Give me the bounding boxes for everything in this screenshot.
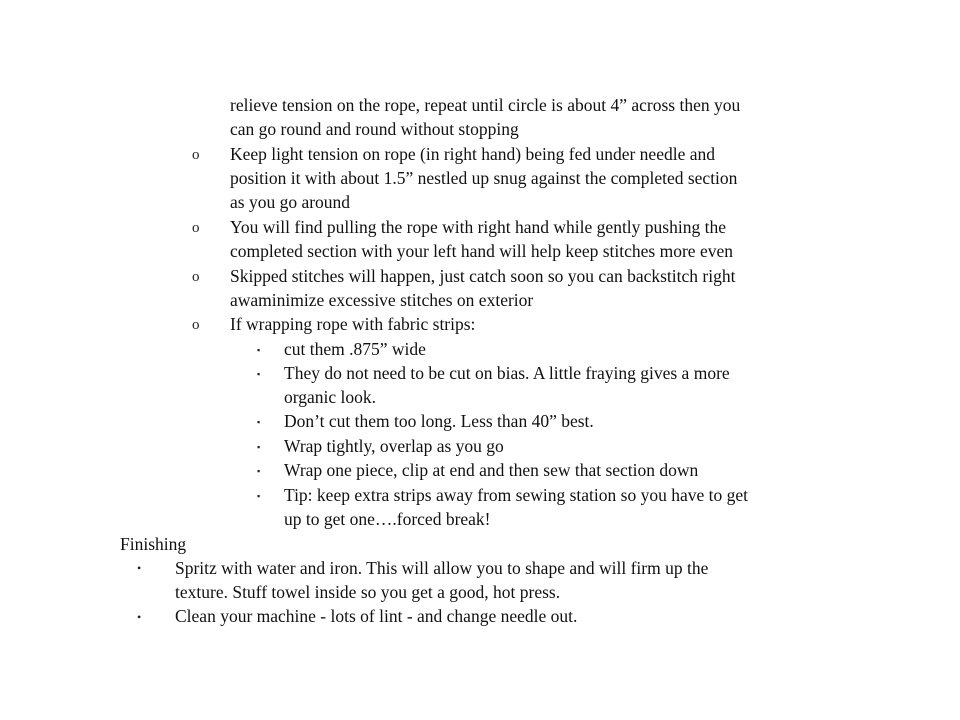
text-line: position it with about 1.5” nestled up snug against the completed section	[230, 168, 738, 188]
circle-bullet-icon: o	[192, 147, 200, 163]
text-line: Don’t cut them too long. Less than 40” best.	[284, 411, 594, 431]
text-line: They do not need to be cut on bias. A little fraying gives a more	[284, 363, 730, 383]
square-bullet-icon: ▪	[257, 442, 261, 452]
text-line: up to get one….forced break!	[284, 509, 491, 529]
square-bullet-icon: ▪	[257, 345, 261, 355]
text-line: Spritz with water and iron. This will allow you to shape and will firm up the	[175, 558, 709, 578]
circle-bullet-icon: o	[192, 269, 200, 285]
dot-bullet-icon: •	[137, 561, 142, 575]
text-line: as you go around	[230, 192, 351, 212]
circle-bullet-icon: o	[192, 317, 200, 333]
square-bullet-icon: ▪	[257, 466, 261, 476]
text-line: organic look.	[284, 387, 377, 407]
text-line: Keep light tension on rope (in right hand) being fed under needle and	[230, 144, 715, 164]
square-bullet-icon: ▪	[257, 491, 261, 501]
text-line: Wrap tightly, overlap as you go	[284, 436, 504, 456]
text-line: Skipped stitches will happen, just catch soon so you can backstitch right	[230, 266, 736, 286]
text-line: awaminimize excessive stitches on exterior	[230, 290, 534, 310]
text-line: texture. Stuff towel inside so you get a good, hot press.	[175, 582, 561, 602]
dot-bullet-icon: •	[137, 610, 142, 624]
section-heading: Finishing	[120, 534, 187, 554]
text-line: relieve tension on the rope, repeat until circle is about 4” across then you	[230, 95, 741, 115]
text-line: You will find pulling the rope with right hand while gently pushing the	[230, 217, 726, 237]
text-line: can go round and round without stopping	[230, 119, 519, 139]
square-bullet-icon: ▪	[257, 369, 261, 379]
text-line: Tip: keep extra strips away from sewing station so you have to get	[284, 485, 748, 505]
text-line: If wrapping rope with fabric strips:	[230, 314, 476, 334]
square-bullet-icon: ▪	[257, 417, 261, 427]
text-line: Wrap one piece, clip at end and then sew that section down	[284, 460, 699, 480]
circle-bullet-icon: o	[192, 220, 200, 236]
text-line: cut them .875” wide	[284, 339, 426, 359]
text-line: Clean your machine - lots of lint - and change needle out.	[175, 606, 578, 626]
text-line: completed section with your left hand will help keep stitches more even	[230, 241, 733, 261]
